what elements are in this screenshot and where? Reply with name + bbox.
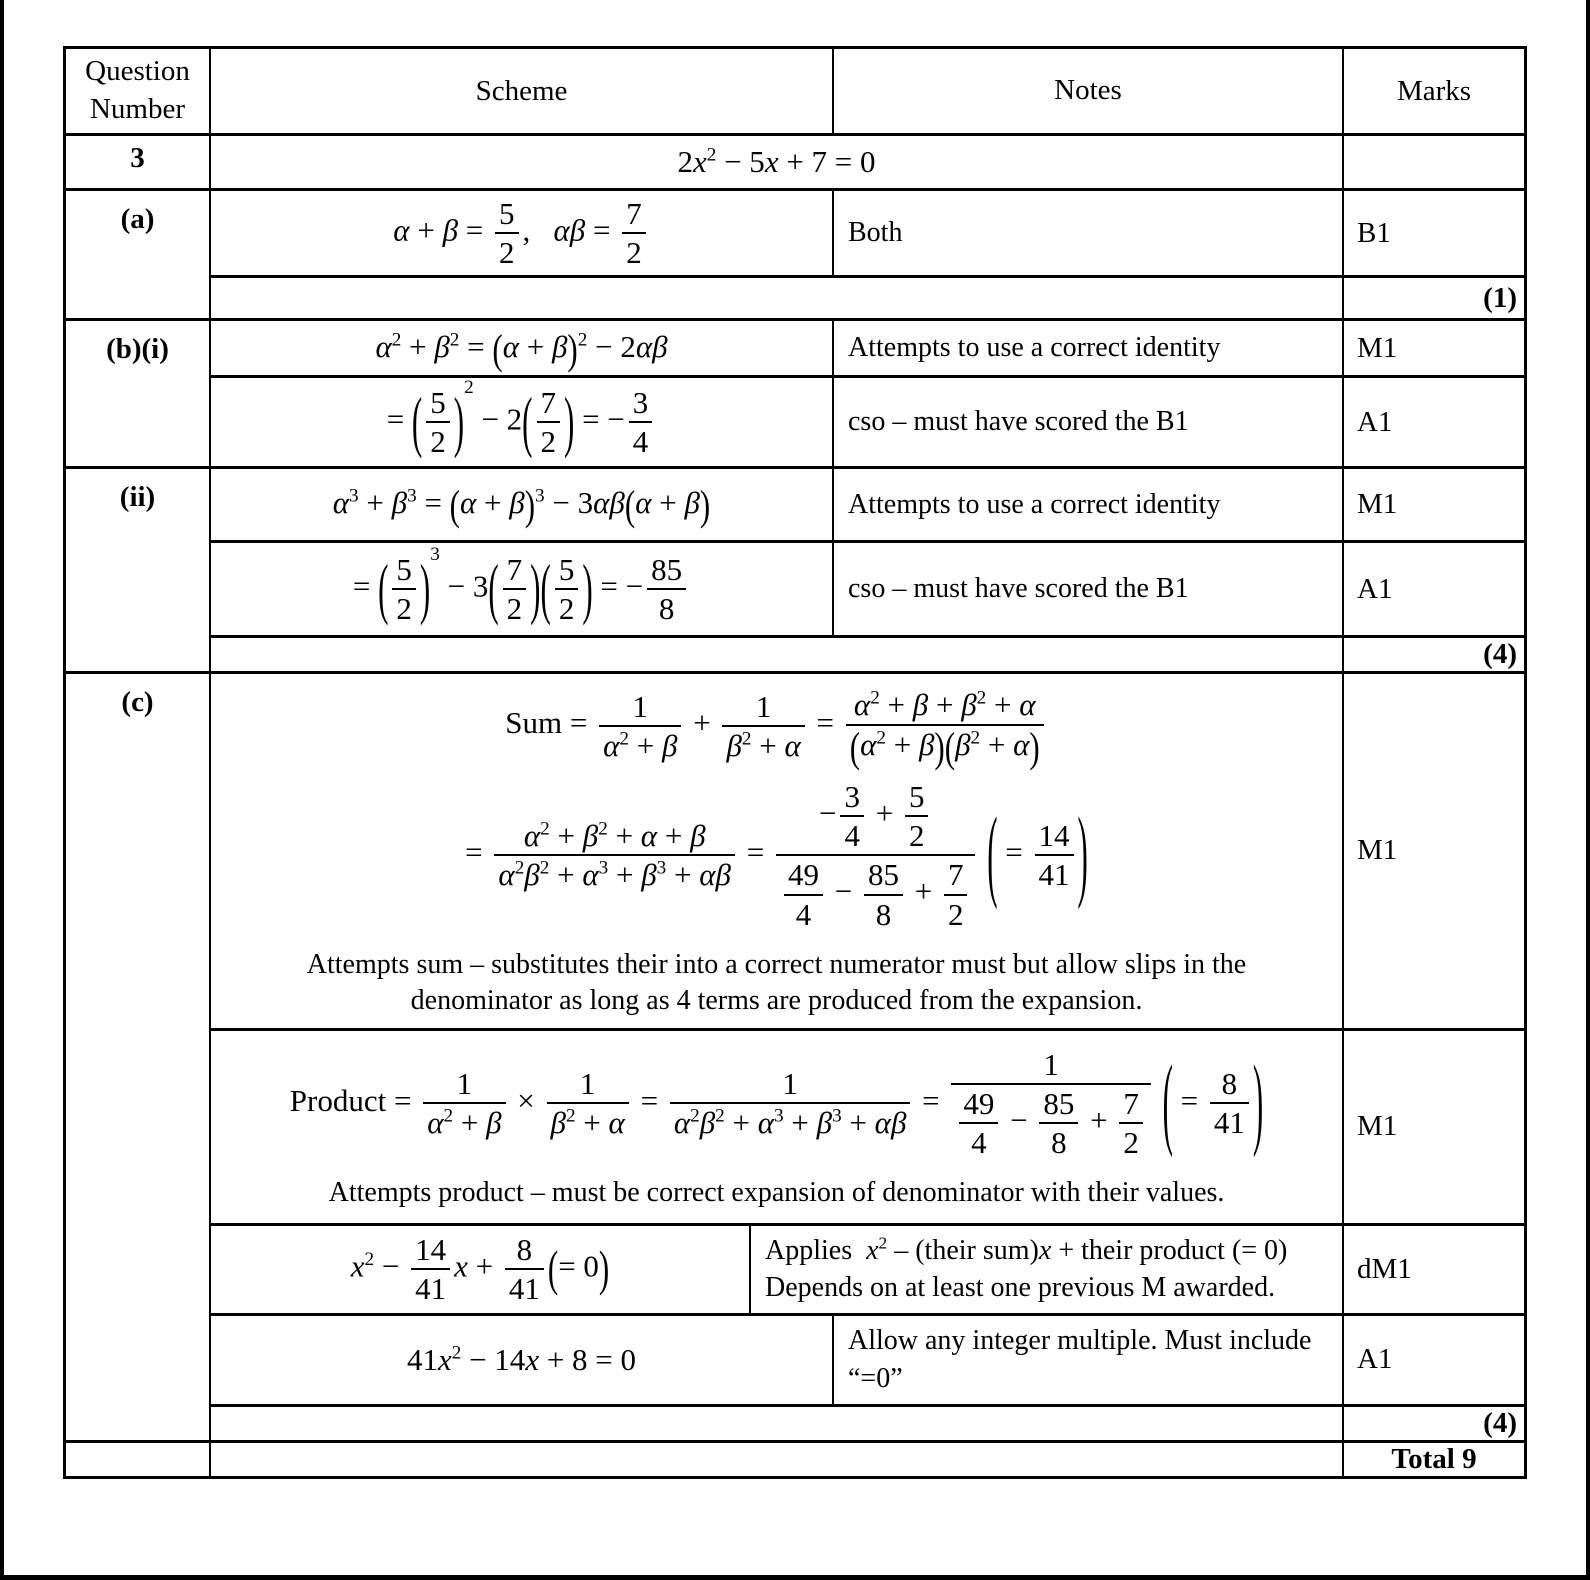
notes-b-i-a1: cso – must have scored the B1 <box>832 378 1342 466</box>
notes-c-final: Allow any integer multiple. Must include “=0” <box>832 1316 1342 1404</box>
section-c <box>66 671 1524 1439</box>
header-marks: Marks <box>1342 49 1524 133</box>
row-total <box>66 1440 1524 1476</box>
header-row <box>66 49 1524 133</box>
sum-equation-2: = $\frac{\alpha^2 + \beta^2 + \alpha + \beta}{\alpha^2\beta^2 + \alpha^3 + \beta^3 + \alpha\beta}$ = − $\frac{3}{4}$ + $\frac{5}{2}$ $\frac{49}{4}$ − $\frac{85}{8}$ + $\frac{7}{2}$ ( = $\frac{14}{41}$ ) <box>465 779 1088 932</box>
sum-caption: Attempts sum – substitutes their into a correct numerator must but allow slips in the denominator as long as 4 terms are produced from the expansion. <box>306 948 1247 1017</box>
scheme-b-i-identity: $\alpha^2 + \beta^2 = (\alpha + \beta)^2 - 2\alpha\beta$ <box>375 325 668 373</box>
row-c-final <box>211 1313 1524 1404</box>
row-b-ii-m1 <box>211 469 1524 540</box>
header-question-number: Question Number <box>66 49 211 133</box>
mark-c-sum-m1: M1 <box>1342 674 1524 1027</box>
scheme-a: α + β = $\frac{5}{2}$ , αβ = $\frac{7}{2}$ <box>211 191 832 275</box>
row-c-sum <box>211 674 1524 1027</box>
question-label-b-ii: (ii) <box>66 469 211 671</box>
mark-b-ii-a1: A1 <box>1342 543 1524 635</box>
subtotal-spacer <box>211 638 1342 671</box>
scheme-c-sum <box>211 674 1342 1027</box>
subtotal-b: (4) <box>1342 638 1524 671</box>
row-b-i-m1 <box>211 321 1524 375</box>
notes-a: Both <box>832 191 1342 275</box>
scheme-b-i-value: = ( $\frac{5}{2}$ )$^2$ − 2( $\frac{7}{2}$ ) = − $\frac{3}{4}$ <box>211 378 832 466</box>
marks-empty <box>1342 136 1524 188</box>
total-marks: Total 9 <box>1342 1443 1524 1476</box>
row-c-product <box>211 1028 1524 1223</box>
row-question-3 <box>66 133 1524 188</box>
scheme-b-ii-value: = ( $\frac{5}{2}$ )$^3$ − 3( $\frac{7}{2}$ )( $\frac{5}{2}$ ) = − $\frac{85}{8}$ <box>211 543 832 635</box>
row-c-applies <box>211 1223 1524 1314</box>
mark-c-a1: A1 <box>1342 1316 1524 1404</box>
question-label-b-i: (b)(i) <box>66 321 211 466</box>
scheme-c-final: $41x^2 - 14x + 8 = 0$ <box>406 1341 637 1377</box>
section-b-ii <box>66 466 1524 671</box>
equation-2x2-5x-7: $2x^2 - 5x + 7 = 0$ <box>677 143 876 179</box>
notes-b-ii-a1: cso – must have scored the B1 <box>832 543 1342 635</box>
mark-b-ii-m1: M1 <box>1342 469 1524 540</box>
mark-c-product-m1: M1 <box>1342 1031 1524 1223</box>
subtotal-a: (1) <box>1342 278 1524 318</box>
subtotal-spacer <box>211 1407 1342 1440</box>
total-spacer <box>211 1443 1342 1476</box>
section-b-i <box>66 318 1524 466</box>
header-scheme: Scheme <box>475 74 568 107</box>
row-b-i-a1 <box>211 375 1524 466</box>
section-a <box>66 188 1524 318</box>
row-c-subtotal <box>211 1404 1524 1440</box>
subtotal-c: (4) <box>1342 1407 1524 1440</box>
scheme-c-applies: $x^2$ − $\frac{14}{41}$ x + $\frac{8}{41}$ (= 0) <box>350 1232 610 1307</box>
question-label-c: (c) <box>66 674 211 1439</box>
scheme-b-ii-identity: $\alpha^3 + \beta^3 = (\alpha + \beta)^3 - 3\alpha\beta(\alpha + \beta)$ <box>332 481 711 529</box>
mark-scheme-table <box>63 46 1527 1479</box>
sum-equation-1: Sum = $\frac{1}{\alpha^2 + \beta}$ + $\frac{1}{\beta^2 + \alpha}$ = $\frac{\alpha^2 + \beta + \beta^2 + \alpha}{(\alpha^2 + \beta)(\beta^2 + \alpha)}$ <box>217 686 1336 766</box>
row-b-ii-a1 <box>211 540 1524 635</box>
notes-b-ii-m1: Attempts to use a correct identity <box>832 469 1342 540</box>
row-b-ii-subtotal <box>211 635 1524 671</box>
question-label-3: 3 <box>66 136 211 188</box>
row-a-subtotal <box>211 275 1524 318</box>
header-notes: Notes <box>832 49 1342 133</box>
mark-b-i-a1: A1 <box>1342 378 1524 466</box>
notes-b-i-m1: Attempts to use a correct identity <box>832 321 1342 375</box>
product-equation: Product = $\frac{1}{\alpha^2 + \beta}$ × $\frac{1}{\beta^2 + \alpha}$ = $\frac{1}{\alpha^2\beta^2 + \alpha^3 + \beta^3 + \alpha\beta}$ = 1 $\frac{49}{4}$ − $\frac{85}{8}$ + $\frac{7}{2}$ ( = $\frac{8}{41}$ ) <box>289 1043 1264 1160</box>
scheme-c-product <box>211 1031 1342 1223</box>
notes-c-applies: Applies $x^2$ – (their sum)x + their product (= 0) Depends on at least one previous M awarded. <box>749 1226 1342 1314</box>
product-caption: Attempts product – must be correct expansion of denominator with their values. <box>328 1177 1225 1209</box>
subtotal-spacer <box>211 278 1342 318</box>
mark-c-dm1: dM1 <box>1342 1226 1524 1314</box>
mark-a-b1: B1 <box>1342 191 1524 275</box>
row-a-b1 <box>211 191 1524 275</box>
question-label-a: (a) <box>66 191 211 318</box>
question-label-empty <box>66 1443 211 1476</box>
mark-b-i-m1: M1 <box>1342 321 1524 375</box>
